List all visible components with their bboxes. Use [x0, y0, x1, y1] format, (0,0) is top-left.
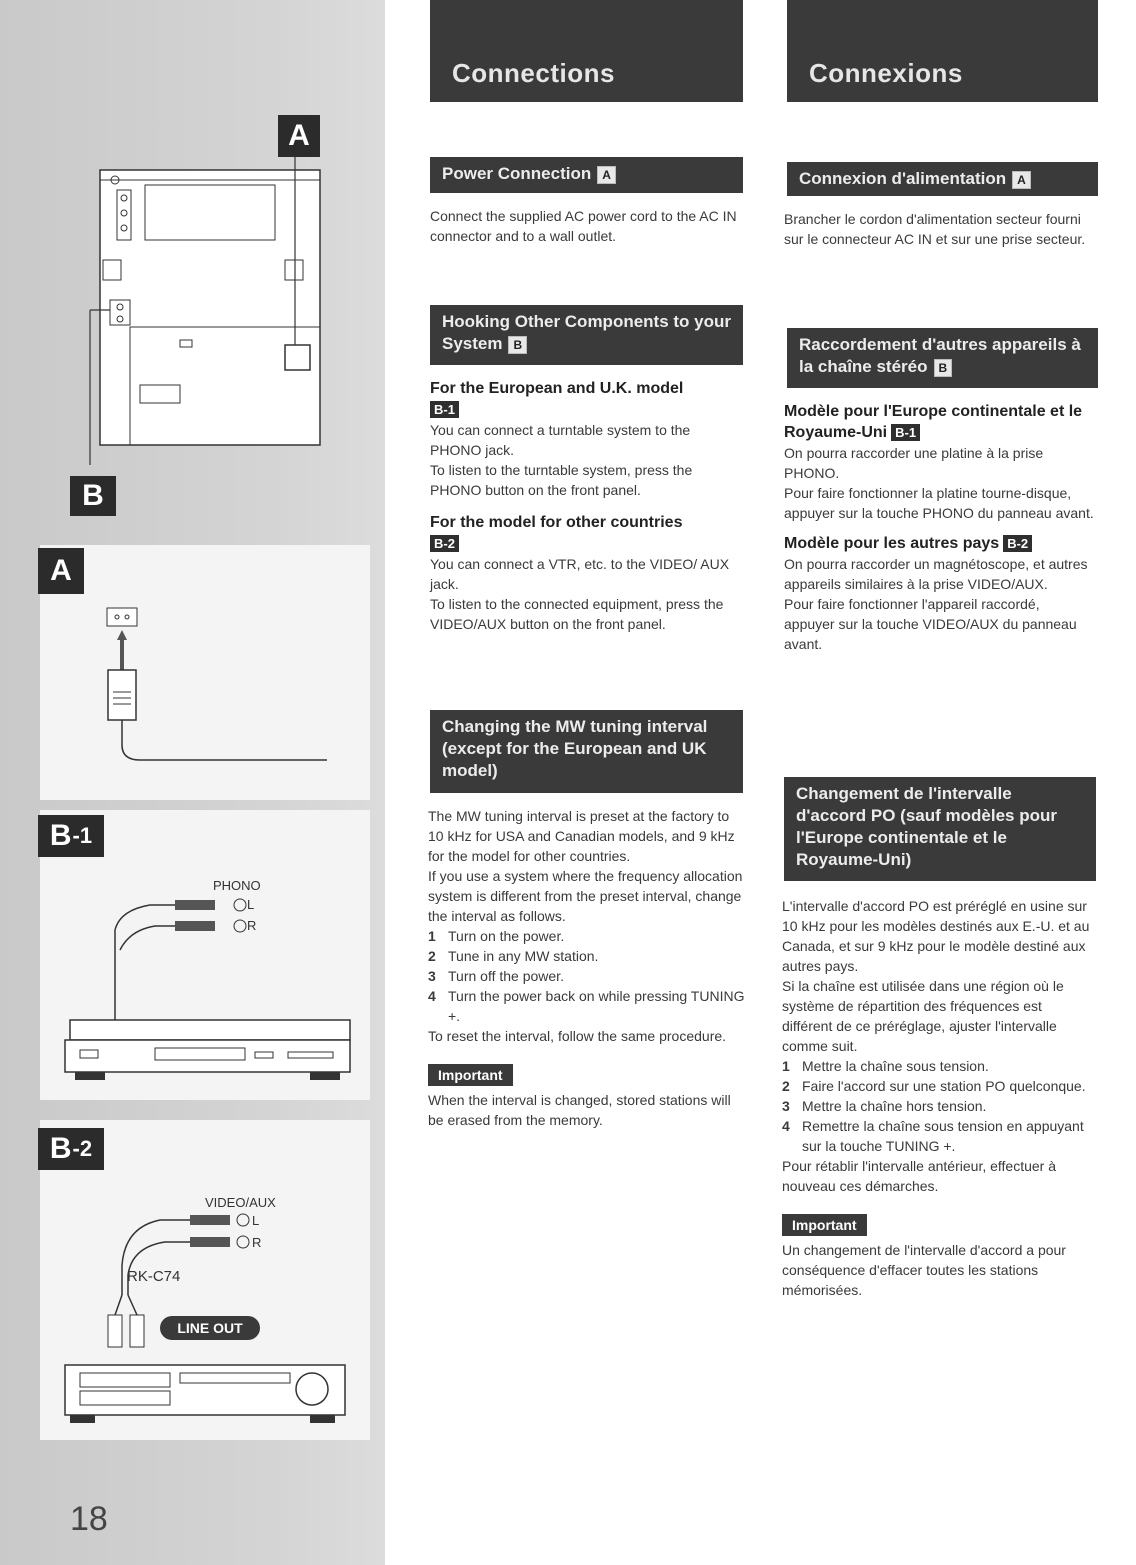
badge-a-figure: A: [38, 548, 84, 594]
french-title: Connexions: [787, 0, 1098, 102]
videoaux-label: VIDEO/AUX: [205, 1195, 276, 1210]
step-item: 4 Remettre la chaîne sous tension en appuyant sur la touche TUNING +.: [782, 1118, 1084, 1154]
french-mw-heading: Changement de l'intervalle d'accord PO (sauf modèles pour l'Europe continentale et le Royaume-Uni): [784, 777, 1096, 881]
videoaux-r-label: R: [252, 1235, 262, 1250]
french-other-body: Modèle pour l'Europe continentale et le Royaume-Uni B-1 On pourra raccorder une platine à la prise PHONO. Pour faire fonctionner la platine tourne-disque, appuyer sur la touche PHONO du panneau avant. Modèle pour les autres pays B-2 On pourra raccorder un magnétoscope, et autres appareils similaires à la prise VIDEO/AUX. Pour faire fonctionner l'appareil raccordé, appuyer sur la touche VIDEO/AUX du panneau avant.: [784, 403, 1094, 652]
turntable-illustration: [60, 890, 360, 1090]
french-power-heading: Connexion d'alimentation A: [787, 162, 1098, 196]
badge-b2: B -2: [38, 1128, 104, 1170]
step-item: 1 Mettre la chaîne sous tension.: [782, 1058, 989, 1074]
phono-label: PHONO: [213, 878, 261, 893]
line-out-label: LINE OUT: [160, 1316, 260, 1340]
vcr-illustration: [60, 1205, 350, 1435]
phono-l-label: L: [247, 897, 255, 912]
badge-a: A: [278, 115, 320, 157]
rear-panel-illustration: [85, 105, 345, 525]
french-mw-body: L'intervalle d'accord PO est préréglé en usine sur 10 kHz pour les modèles destinés aux E.-U. et au Canada, et sur 9 kHz pour le modèle destiné aux autres pays. Si la chaîne est utilisée dans une région où le système de répartition des fréquences est différent de ce préréglage, ajuster l'intervalle comme suit. 1 Mettre la chaîne sous tension. 2 Faire l'accord sur une station PO quelconque. 3 Mettre la chaîne hors tension. 4 Remettre la chaîne sous tension en appuyant sur la touche TUNING +. Pour rétablir l'intervalle antérieur, effectuer à nouveau ces démarches. Important Un changement de l'intervalle d'accord a pour conséquence d'effacer toutes les stations mémorisées.: [782, 896, 1094, 1300]
english-power-text: Connect the supplied AC power cord to the AC IN connector and to a wall outlet.: [430, 208, 737, 244]
english-mw-steps: [428, 926, 746, 1026]
french-mw-steps: [782, 1056, 1094, 1156]
english-title: Connections: [430, 0, 743, 102]
badge-b: B: [70, 476, 116, 516]
english-mw-body: The MW tuning interval is preset at the factory to 10 kHz for USA and Canadian models, and 9 kHz for the model for other countries. If you use a system where the frequency allocation system is different from the preset interval, change the interval as follows. 1 Turn on the power. 2 Tune in any MW station. 3 Turn off the power. 4 Turn the power back on while pressing TUNING +. To reset the interval, follow the same procedure. Important When the interval is changed, stored stations will be erased from the memory.: [428, 808, 745, 1128]
english-important-label: Important: [428, 1064, 513, 1086]
french-other-heading: Raccordement d'autres appareils à la chaîne stéréo B: [787, 328, 1098, 388]
french-important-label: Important: [782, 1214, 867, 1236]
step-item: 3 Mettre la chaîne hors tension.: [782, 1098, 987, 1114]
badge-b1: B -1: [38, 815, 104, 857]
step-item: 1 Turn on the power.: [428, 928, 565, 944]
english-power-heading: Power Connection A: [430, 157, 743, 193]
power-cord-illustration: [95, 600, 335, 770]
step-item: 3 Turn off the power.: [428, 968, 564, 984]
french-important-text: Un changement de l'intervalle d'accord a pour conséquence d'effacer toutes les stations mémorisées.: [782, 1242, 1066, 1298]
french-power-text: Brancher le cordon d'alimentation secteur fourni sur le connecteur AC IN et sur une prise secteur.: [784, 211, 1086, 247]
cable-model-label: RK-C74: [127, 1268, 181, 1285]
english-important-text: When the interval is changed, stored stations will be erased from the memory.: [428, 1092, 731, 1128]
step-item: 2 Faire l'accord sur une station PO quelconque.: [782, 1078, 1086, 1094]
page-number: 18: [70, 1500, 108, 1538]
english-other-heading: Hooking Other Components to your System B: [430, 305, 743, 365]
step-item: 4 Turn the power back on while pressing TUNING +.: [428, 988, 745, 1024]
english-mw-heading: Changing the MW tuning interval (except for the European and UK model): [430, 710, 743, 793]
step-item: 2 Tune in any MW station.: [428, 948, 599, 964]
english-other-body: For the European and U.K. model B-1 You can connect a turntable system to the PHONO jack. To listen to the turntable system, press the PHONO button on the front panel. For the model for other countries B-2 You can connect a VTR, etc. to the VIDEO/ AUX jack. To listen to the connected equipment, press the VIDEO/AUX button on the front panel.: [430, 380, 730, 632]
phono-r-label: R: [247, 918, 257, 933]
illustration-panel: [0, 0, 385, 1565]
videoaux-l-label: L: [252, 1213, 260, 1228]
